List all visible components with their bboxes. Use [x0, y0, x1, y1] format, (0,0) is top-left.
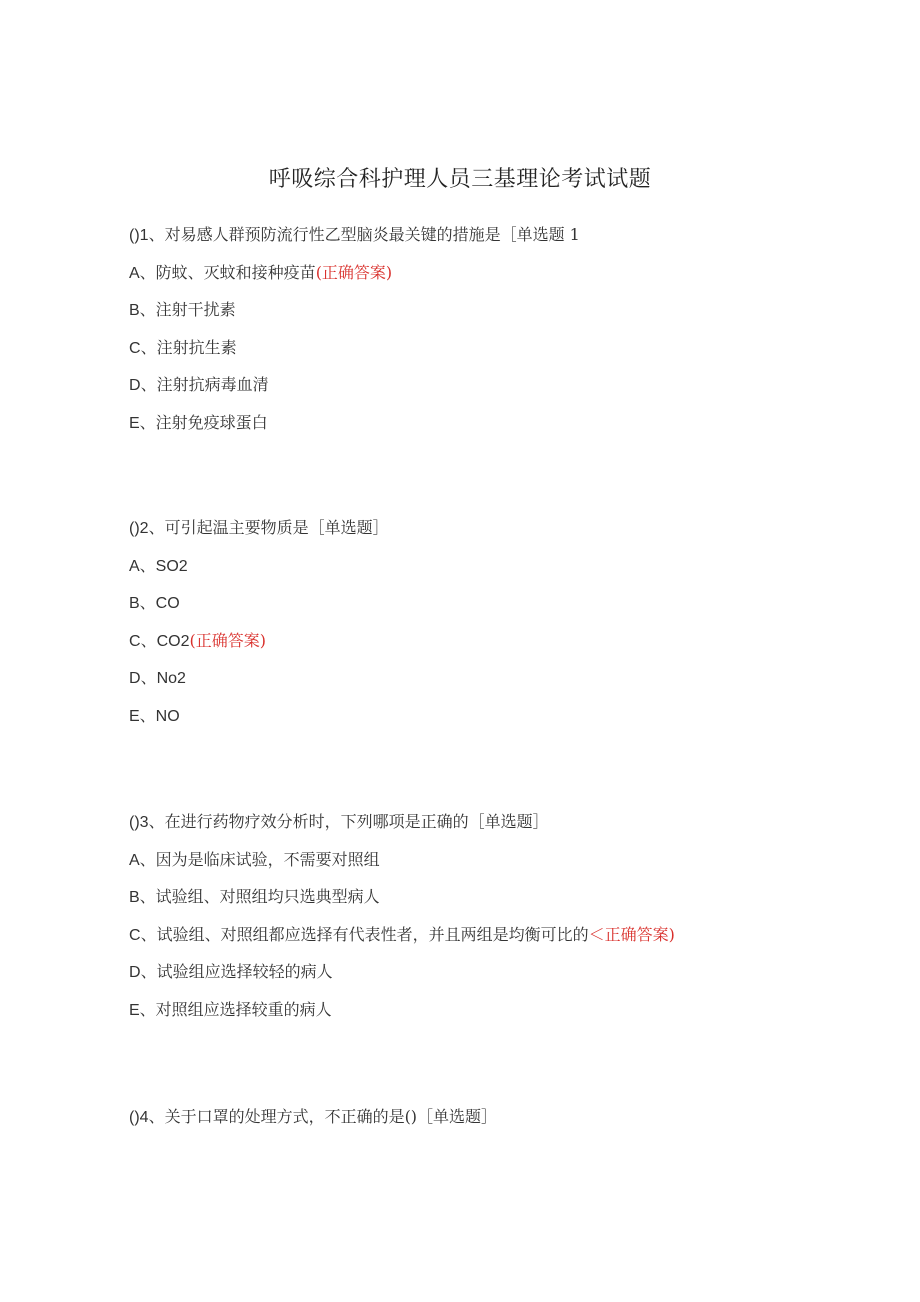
option-text: 、CO — [139, 595, 180, 612]
option-text: 、试验组应选择较轻的病人 — [140, 962, 333, 981]
question-3 — [129, 810, 849, 1022]
question-stem — [129, 810, 849, 834]
option-letter: B — [129, 595, 140, 612]
option-c — [129, 629, 849, 653]
option-text: 、试验组、对照组均只选典型病人 — [139, 887, 380, 906]
question-number: ()3 — [129, 814, 149, 831]
option-e — [129, 411, 849, 435]
option-b — [129, 885, 849, 909]
option-d — [129, 373, 849, 397]
option-c — [129, 336, 849, 360]
question-stem — [129, 1105, 849, 1129]
option-letter: E — [129, 707, 140, 725]
option-text: 、注射免疫球蛋白 — [139, 412, 268, 432]
option-letter: D — [129, 964, 141, 981]
option-b — [129, 591, 849, 615]
option-letter: A — [129, 557, 140, 575]
option-letter: D — [129, 377, 141, 394]
option-list — [129, 261, 849, 435]
option-letter: B — [129, 889, 140, 906]
question-number: ()4 — [129, 1109, 149, 1126]
option-text: 、CO2 — [140, 632, 190, 650]
option-letter: D — [129, 670, 141, 687]
document-title: 呼吸综合科护理人员三基理论考试试题 — [268, 167, 652, 192]
option-e — [129, 704, 849, 728]
option-letter: E — [129, 1001, 140, 1019]
correct-answer-mark: ＜正确答案) — [588, 924, 675, 944]
question-text: 、关于口罩的处理方式，不正确的是()［单选题］ — [148, 1107, 498, 1126]
option-b — [129, 298, 849, 322]
option-letter: B — [129, 302, 140, 319]
option-e — [129, 998, 849, 1022]
question-text: 、可引起温主要物质是［单选题］ — [148, 518, 389, 537]
option-text: 、对照组应选择较重的病人 — [139, 999, 332, 1019]
question-number: ()1 — [129, 227, 149, 244]
question-1 — [129, 223, 849, 435]
option-text: 、注射抗病毒血清 — [140, 375, 269, 394]
question-stem — [129, 516, 849, 540]
option-list — [129, 848, 849, 1022]
option-a — [129, 261, 849, 285]
question-4 — [129, 1105, 849, 1129]
option-letter: A — [129, 851, 140, 869]
option-text: 、注射抗生素 — [140, 337, 237, 357]
option-text: 、注射干扰素 — [139, 300, 236, 319]
option-list — [129, 554, 849, 728]
correct-answer-mark: (正确答案) — [189, 630, 266, 650]
question-stem — [129, 223, 849, 247]
option-a — [129, 554, 849, 578]
option-letter: A — [129, 264, 140, 282]
option-a — [129, 848, 849, 872]
option-d — [129, 960, 849, 984]
question-text: 、在进行药物疗效分析时，下列哪项是正确的［单选题］ — [148, 812, 549, 831]
option-letter: C — [129, 632, 141, 650]
option-c — [129, 923, 849, 947]
question-number: ()2 — [129, 520, 149, 537]
option-text: 、SO2 — [139, 557, 188, 575]
option-letter: C — [129, 339, 141, 357]
option-text: 、因为是临床试验，不需要对照组 — [139, 849, 380, 869]
option-text: 、No2 — [140, 670, 186, 687]
question-2 — [129, 516, 849, 728]
option-text: 、试验组、对照组都应选择有代表性者，并且两组是均衡可比的 — [140, 924, 589, 944]
option-text: 、防蚊、灭蚊和接种疫苗 — [139, 262, 316, 282]
option-letter: E — [129, 414, 140, 432]
correct-answer-mark: (正确答案) — [315, 262, 393, 282]
option-d — [129, 666, 849, 690]
option-text: 、NO — [139, 707, 180, 725]
question-text: 、对易感人群预防流行性乙型脑炎最关键的措施是［单选题 1 — [148, 225, 580, 244]
option-letter: C — [129, 926, 141, 944]
